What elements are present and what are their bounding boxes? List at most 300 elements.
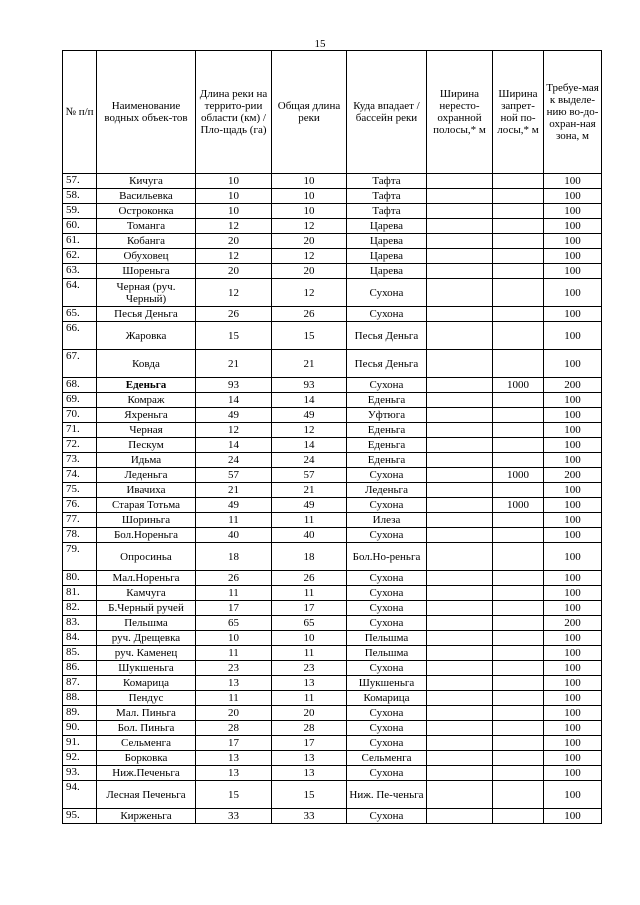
cell-prohibited-strip: [493, 264, 544, 279]
cell-length-region: 26: [196, 307, 272, 322]
cell-spawning-strip: [427, 408, 493, 423]
cell-prohibited-strip: 1000: [493, 498, 544, 513]
cell-prohibited-strip: [493, 691, 544, 706]
table-row: [63, 706, 602, 721]
cell-protection-zone: 100: [544, 438, 602, 453]
table-row: [63, 736, 602, 751]
cell-flows-into: Шукшеньга: [347, 676, 427, 691]
cell-number: 61.: [63, 234, 97, 249]
cell-total-length: 33: [272, 809, 347, 824]
table-row: [63, 219, 602, 234]
cell-length-region: 26: [196, 571, 272, 586]
table-row: [63, 571, 602, 586]
cell-flows-into: Царева: [347, 249, 427, 264]
cell-length-region: 13: [196, 751, 272, 766]
cell-name: Обуховец: [97, 249, 196, 264]
cell-number: 86.: [63, 661, 97, 676]
table-row: [63, 781, 602, 809]
table-row: [63, 279, 602, 307]
cell-number: 71.: [63, 423, 97, 438]
cell-name: Бол. Пиньга: [97, 721, 196, 736]
cell-prohibited-strip: [493, 350, 544, 378]
cell-number: 85.: [63, 646, 97, 661]
cell-number: 64.: [63, 279, 97, 307]
cell-flows-into: Бол.Но-реньга: [347, 543, 427, 571]
cell-spawning-strip: [427, 706, 493, 721]
cell-protection-zone: 100: [544, 631, 602, 646]
cell-prohibited-strip: [493, 453, 544, 468]
cell-protection-zone: 100: [544, 264, 602, 279]
page-number: 15: [314, 38, 326, 50]
cell-name: Мал. Пиньга: [97, 706, 196, 721]
cell-flows-into: Сухона: [347, 571, 427, 586]
cell-length-region: 65: [196, 616, 272, 631]
cell-total-length: 21: [272, 483, 347, 498]
cell-length-region: 13: [196, 766, 272, 781]
cell-protection-zone: 100: [544, 423, 602, 438]
cell-name: Комраж: [97, 393, 196, 408]
cell-number: 75.: [63, 483, 97, 498]
cell-protection-zone: 100: [544, 601, 602, 616]
cell-length-region: 10: [196, 189, 272, 204]
cell-length-region: 12: [196, 423, 272, 438]
cell-length-region: 15: [196, 322, 272, 350]
table-row: [63, 468, 602, 483]
cell-prohibited-strip: [493, 513, 544, 528]
cell-flows-into: Сухона: [347, 279, 427, 307]
cell-protection-zone: 200: [544, 468, 602, 483]
cell-protection-zone: 100: [544, 809, 602, 824]
cell-number: 84.: [63, 631, 97, 646]
cell-total-length: 10: [272, 204, 347, 219]
cell-prohibited-strip: [493, 631, 544, 646]
cell-flows-into: Пельшма: [347, 646, 427, 661]
cell-number: 60.: [63, 219, 97, 234]
cell-number: 87.: [63, 676, 97, 691]
cell-number: 73.: [63, 453, 97, 468]
cell-number: 93.: [63, 766, 97, 781]
cell-prohibited-strip: [493, 751, 544, 766]
cell-length-region: 10: [196, 174, 272, 189]
cell-total-length: 11: [272, 646, 347, 661]
cell-spawning-strip: [427, 264, 493, 279]
cell-prohibited-strip: [493, 528, 544, 543]
cell-total-length: 13: [272, 766, 347, 781]
cell-number: 82.: [63, 601, 97, 616]
cell-total-length: 26: [272, 307, 347, 322]
cell-total-length: 13: [272, 751, 347, 766]
cell-name: Леденьга: [97, 468, 196, 483]
cell-prohibited-strip: 1000: [493, 468, 544, 483]
table-row: [63, 189, 602, 204]
cell-flows-into: Сухона: [347, 706, 427, 721]
cell-total-length: 10: [272, 631, 347, 646]
cell-length-region: 11: [196, 586, 272, 601]
cell-protection-zone: 100: [544, 249, 602, 264]
cell-name: Шукшеньга: [97, 661, 196, 676]
cell-protection-zone: 100: [544, 646, 602, 661]
cell-total-length: 11: [272, 691, 347, 706]
cell-protection-zone: 100: [544, 706, 602, 721]
cell-name: Пескум: [97, 438, 196, 453]
cell-name: Черная (руч. Черный): [97, 279, 196, 307]
cell-total-length: 24: [272, 453, 347, 468]
col-header-prohibited-strip: Ширина запрет-ной по-лосы,* м: [493, 51, 544, 174]
cell-name: Пельшма: [97, 616, 196, 631]
cell-spawning-strip: [427, 751, 493, 766]
cell-flows-into: Ниж. Пе-ченьга: [347, 781, 427, 809]
cell-prohibited-strip: [493, 307, 544, 322]
cell-length-region: 23: [196, 661, 272, 676]
cell-number: 63.: [63, 264, 97, 279]
cell-total-length: 17: [272, 736, 347, 751]
table-row: [63, 586, 602, 601]
table-row: [63, 601, 602, 616]
cell-number: 92.: [63, 751, 97, 766]
cell-prohibited-strip: [493, 586, 544, 601]
cell-prohibited-strip: [493, 543, 544, 571]
cell-prohibited-strip: [493, 646, 544, 661]
cell-protection-zone: 100: [544, 676, 602, 691]
table-row: [63, 249, 602, 264]
cell-length-region: 21: [196, 350, 272, 378]
cell-protection-zone: 100: [544, 219, 602, 234]
cell-name: Остроконка: [97, 204, 196, 219]
cell-protection-zone: 100: [544, 483, 602, 498]
cell-prohibited-strip: [493, 676, 544, 691]
cell-protection-zone: 100: [544, 586, 602, 601]
cell-name: Шореньга: [97, 264, 196, 279]
cell-spawning-strip: [427, 322, 493, 350]
cell-flows-into: Сельменга: [347, 751, 427, 766]
table-row: [63, 264, 602, 279]
cell-flows-into: Сухона: [347, 498, 427, 513]
cell-spawning-strip: [427, 676, 493, 691]
cell-flows-into: Сухона: [347, 809, 427, 824]
cell-length-region: 49: [196, 498, 272, 513]
cell-name: Черная: [97, 423, 196, 438]
table-body: [63, 174, 602, 824]
cell-number: 58.: [63, 189, 97, 204]
cell-flows-into: Сухона: [347, 736, 427, 751]
cell-length-region: 17: [196, 736, 272, 751]
cell-name: Шориньга: [97, 513, 196, 528]
cell-total-length: 17: [272, 601, 347, 616]
table-row: [63, 513, 602, 528]
cell-spawning-strip: [427, 453, 493, 468]
cell-spawning-strip: [427, 631, 493, 646]
cell-length-region: 10: [196, 204, 272, 219]
cell-protection-zone: 100: [544, 279, 602, 307]
cell-name: Еденьга: [97, 378, 196, 393]
cell-flows-into: Уфтюга: [347, 408, 427, 423]
cell-number: 91.: [63, 736, 97, 751]
cell-prohibited-strip: [493, 189, 544, 204]
cell-number: 94.: [63, 781, 97, 809]
cell-number: 72.: [63, 438, 97, 453]
cell-protection-zone: 100: [544, 781, 602, 809]
cell-spawning-strip: [427, 219, 493, 234]
cell-name: Яхреньга: [97, 408, 196, 423]
cell-number: 83.: [63, 616, 97, 631]
cell-number: 65.: [63, 307, 97, 322]
cell-protection-zone: 100: [544, 498, 602, 513]
cell-flows-into: Пельшма: [347, 631, 427, 646]
cell-flows-into: Сухона: [347, 616, 427, 631]
cell-protection-zone: 100: [544, 691, 602, 706]
table-row: [63, 438, 602, 453]
cell-length-region: 33: [196, 809, 272, 824]
cell-spawning-strip: [427, 736, 493, 751]
cell-protection-zone: 100: [544, 393, 602, 408]
cell-total-length: 18: [272, 543, 347, 571]
cell-total-length: 14: [272, 393, 347, 408]
cell-spawning-strip: [427, 174, 493, 189]
table-row: [63, 350, 602, 378]
cell-name: Васильевка: [97, 189, 196, 204]
cell-name: Опросиньа: [97, 543, 196, 571]
cell-number: 78.: [63, 528, 97, 543]
cell-flows-into: Царева: [347, 234, 427, 249]
cell-spawning-strip: [427, 234, 493, 249]
cell-spawning-strip: [427, 350, 493, 378]
table-row: [63, 234, 602, 249]
col-header-number: № п/п: [63, 51, 97, 174]
cell-prohibited-strip: [493, 174, 544, 189]
cell-spawning-strip: [427, 483, 493, 498]
cell-name: Старая Тотьма: [97, 498, 196, 513]
cell-prohibited-strip: [493, 571, 544, 586]
cell-prohibited-strip: [493, 438, 544, 453]
cell-spawning-strip: [427, 571, 493, 586]
cell-prohibited-strip: [493, 408, 544, 423]
water-bodies-table: [62, 50, 602, 824]
cell-total-length: 57: [272, 468, 347, 483]
cell-spawning-strip: [427, 204, 493, 219]
cell-total-length: 93: [272, 378, 347, 393]
cell-number: 89.: [63, 706, 97, 721]
cell-prohibited-strip: [493, 249, 544, 264]
cell-number: 80.: [63, 571, 97, 586]
table-row: [63, 483, 602, 498]
cell-number: 57.: [63, 174, 97, 189]
cell-length-region: 14: [196, 393, 272, 408]
cell-number: 88.: [63, 691, 97, 706]
table-row: [63, 174, 602, 189]
cell-protection-zone: 100: [544, 751, 602, 766]
table-row: [63, 453, 602, 468]
cell-spawning-strip: [427, 378, 493, 393]
cell-length-region: 12: [196, 249, 272, 264]
cell-length-region: 24: [196, 453, 272, 468]
cell-flows-into: Сухона: [347, 378, 427, 393]
cell-length-region: 93: [196, 378, 272, 393]
cell-length-region: 11: [196, 691, 272, 706]
cell-length-region: 49: [196, 408, 272, 423]
cell-flows-into: Комарица: [347, 691, 427, 706]
cell-spawning-strip: [427, 661, 493, 676]
cell-spawning-strip: [427, 438, 493, 453]
cell-number: 67.: [63, 350, 97, 378]
cell-flows-into: Царева: [347, 264, 427, 279]
cell-length-region: 10: [196, 631, 272, 646]
cell-spawning-strip: [427, 691, 493, 706]
cell-length-region: 20: [196, 706, 272, 721]
cell-name: Кобанга: [97, 234, 196, 249]
cell-total-length: 20: [272, 706, 347, 721]
cell-protection-zone: 100: [544, 204, 602, 219]
cell-prohibited-strip: [493, 279, 544, 307]
col-header-spawning-strip: Ширина нересто-охранной полосы,* м: [427, 51, 493, 174]
cell-name: Песья Деньга: [97, 307, 196, 322]
cell-length-region: 11: [196, 646, 272, 661]
cell-length-region: 40: [196, 528, 272, 543]
cell-flows-into: Тафта: [347, 174, 427, 189]
cell-protection-zone: 100: [544, 661, 602, 676]
cell-number: 62.: [63, 249, 97, 264]
cell-name: Ковда: [97, 350, 196, 378]
cell-protection-zone: 100: [544, 189, 602, 204]
table-row: [63, 616, 602, 631]
cell-length-region: 13: [196, 676, 272, 691]
cell-prohibited-strip: [493, 721, 544, 736]
cell-prohibited-strip: [493, 766, 544, 781]
cell-spawning-strip: [427, 189, 493, 204]
cell-name: Бол.Нореньга: [97, 528, 196, 543]
cell-number: 81.: [63, 586, 97, 601]
cell-prohibited-strip: [493, 781, 544, 809]
cell-prohibited-strip: [493, 219, 544, 234]
cell-protection-zone: 100: [544, 234, 602, 249]
cell-spawning-strip: [427, 721, 493, 736]
cell-spawning-strip: [427, 468, 493, 483]
cell-flows-into: Сухона: [347, 661, 427, 676]
cell-flows-into: Сухона: [347, 721, 427, 736]
cell-flows-into: Царева: [347, 219, 427, 234]
cell-number: 76.: [63, 498, 97, 513]
cell-name: Камчуга: [97, 586, 196, 601]
cell-protection-zone: 100: [544, 736, 602, 751]
cell-total-length: 15: [272, 322, 347, 350]
cell-total-length: 20: [272, 234, 347, 249]
cell-length-region: 12: [196, 219, 272, 234]
table-row: [63, 809, 602, 824]
cell-flows-into: Песья Деньга: [347, 350, 427, 378]
cell-prohibited-strip: [493, 234, 544, 249]
cell-name: Идьма: [97, 453, 196, 468]
cell-length-region: 20: [196, 234, 272, 249]
cell-total-length: 13: [272, 676, 347, 691]
cell-spawning-strip: [427, 601, 493, 616]
cell-spawning-strip: [427, 809, 493, 824]
col-header-total-length: Общая длина реки: [272, 51, 347, 174]
table-row: [63, 204, 602, 219]
cell-total-length: 14: [272, 438, 347, 453]
table-row: [63, 528, 602, 543]
cell-spawning-strip: [427, 249, 493, 264]
cell-name: Кичуга: [97, 174, 196, 189]
cell-prohibited-strip: [493, 393, 544, 408]
cell-number: 90.: [63, 721, 97, 736]
col-header-protection-zone: Требуе-мая к выделе-нию во-до-охран-ная зона, м: [544, 51, 602, 174]
table-row: [63, 378, 602, 393]
cell-length-region: 18: [196, 543, 272, 571]
cell-number: 79.: [63, 543, 97, 571]
cell-length-region: 21: [196, 483, 272, 498]
cell-flows-into: Сухона: [347, 528, 427, 543]
cell-number: 77.: [63, 513, 97, 528]
table-row: [63, 307, 602, 322]
table-row: [63, 676, 602, 691]
cell-prohibited-strip: [493, 736, 544, 751]
cell-name: Ивачиха: [97, 483, 196, 498]
cell-protection-zone: 100: [544, 453, 602, 468]
cell-total-length: 11: [272, 513, 347, 528]
cell-length-region: 20: [196, 264, 272, 279]
cell-flows-into: Еденьга: [347, 453, 427, 468]
cell-spawning-strip: [427, 513, 493, 528]
cell-flows-into: Еденьга: [347, 438, 427, 453]
cell-total-length: 10: [272, 174, 347, 189]
cell-name: Пендус: [97, 691, 196, 706]
cell-number: 95.: [63, 809, 97, 824]
cell-spawning-strip: [427, 307, 493, 322]
cell-total-length: 12: [272, 279, 347, 307]
cell-prohibited-strip: [493, 601, 544, 616]
table-row: [63, 661, 602, 676]
cell-protection-zone: 100: [544, 721, 602, 736]
table-row: [63, 543, 602, 571]
cell-prohibited-strip: [493, 483, 544, 498]
cell-flows-into: Сухона: [347, 586, 427, 601]
cell-total-length: 12: [272, 249, 347, 264]
cell-protection-zone: 100: [544, 408, 602, 423]
cell-protection-zone: 100: [544, 571, 602, 586]
cell-total-length: 23: [272, 661, 347, 676]
cell-name: Мал.Нореньга: [97, 571, 196, 586]
cell-number: 66.: [63, 322, 97, 350]
cell-name: Ниж.Печеньга: [97, 766, 196, 781]
cell-protection-zone: 100: [544, 350, 602, 378]
cell-name: Томанга: [97, 219, 196, 234]
cell-total-length: 12: [272, 219, 347, 234]
cell-flows-into: Сухона: [347, 601, 427, 616]
cell-flows-into: Сухона: [347, 307, 427, 322]
table-row: [63, 751, 602, 766]
cell-length-region: 12: [196, 279, 272, 307]
cell-total-length: 15: [272, 781, 347, 809]
cell-length-region: 57: [196, 468, 272, 483]
cell-protection-zone: 200: [544, 616, 602, 631]
table-row: [63, 393, 602, 408]
table-row: [63, 646, 602, 661]
cell-spawning-strip: [427, 279, 493, 307]
cell-total-length: 49: [272, 498, 347, 513]
cell-name: Кирженьга: [97, 809, 196, 824]
header-row: [63, 51, 602, 174]
table-row: [63, 631, 602, 646]
cell-spawning-strip: [427, 393, 493, 408]
cell-total-length: 10: [272, 189, 347, 204]
cell-total-length: 20: [272, 264, 347, 279]
cell-flows-into: Сухона: [347, 766, 427, 781]
cell-name: руч. Каменец: [97, 646, 196, 661]
cell-name: Лесная Печеньга: [97, 781, 196, 809]
cell-spawning-strip: [427, 781, 493, 809]
cell-length-region: 15: [196, 781, 272, 809]
cell-protection-zone: 100: [544, 528, 602, 543]
cell-flows-into: Илеза: [347, 513, 427, 528]
